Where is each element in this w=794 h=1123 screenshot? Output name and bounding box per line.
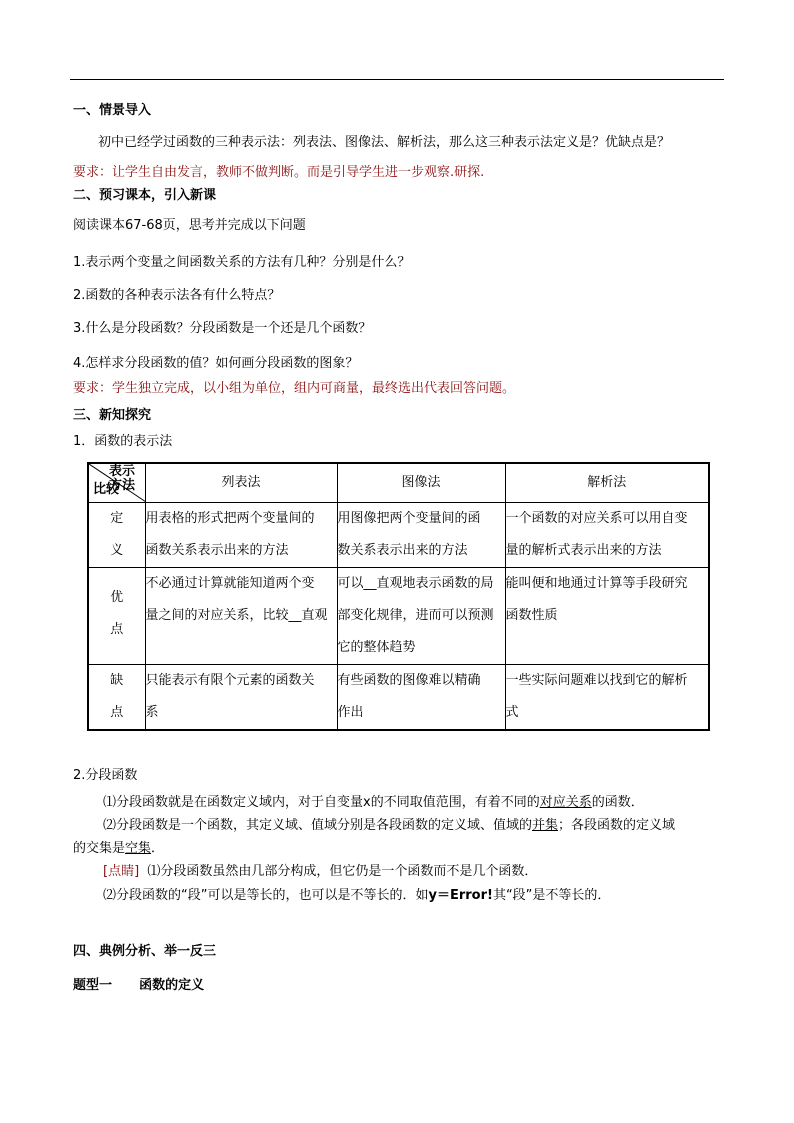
cell-line: 用表格的形式把两个变量间的 [145, 511, 315, 526]
cell-line: 函数关系表示出来的方法 [145, 543, 289, 558]
column-header: 列表法 [145, 463, 337, 503]
text-span: 的交集是 [73, 841, 126, 856]
underlined-term: 对应关系 [539, 795, 592, 810]
section2-requirement: 要求：学生独立完成，以小组为单位，组内可商量，最终选出代表回答问题。 [73, 381, 516, 396]
corner-top-label: 表示方法 [109, 464, 136, 493]
section1-requirement: 要求：让学生自由发言，教师不做判断。而是引导学生进一步观察.研探. [73, 165, 485, 180]
subheading-representation: 1．函数的表示法 [73, 434, 173, 449]
cell-line: 量的解析式表示出来的方法 [505, 543, 662, 558]
row-label [88, 568, 145, 665]
row-label-line: 优 [110, 590, 124, 605]
comparison-table [87, 462, 710, 731]
cell-line: 有些函数的图像难以精确 [337, 673, 481, 688]
cell-line: 一些实际问题难以找到它的解析 [505, 673, 688, 688]
text-span: 其“段”是不等长的． [492, 888, 611, 903]
cell-line: 部变化规律，进而可以预测 [337, 608, 494, 623]
table-cell [337, 665, 505, 731]
table-cell [145, 665, 337, 731]
row-label-line: 定 [110, 511, 124, 526]
text-span: ⑵分段函数是一个函数，其定义域、值域分别是各段函数的定义域、值域的 [103, 818, 533, 833]
text-span: ；各段函数的定义域 [558, 818, 676, 833]
row-label-line: 点 [110, 705, 124, 720]
type-title: 函数的定义 [139, 978, 205, 993]
table-row [88, 503, 709, 568]
cell-line: 用图像把两个变量间的函 [337, 511, 481, 526]
cell-line: 一个函数的对应关系可以用自变 [505, 511, 688, 526]
cell-line: 只能表示有限个元素的函数关 [145, 673, 315, 688]
question-1: 1.表示两个变量之间函数关系的方法有几种？分别是什么？ [73, 255, 411, 270]
section2-intro: 阅读课本67-68页，思考并完成以下问题 [73, 218, 306, 233]
cell-line: 不必通过计算就能知道两个变 [145, 576, 315, 591]
formula-error: y＝Error! [428, 888, 493, 903]
piecewise-para-1 [103, 794, 644, 812]
question-2: 2.函数的各种表示法各有什么特点？ [73, 288, 281, 303]
row-label-line: 缺 [110, 673, 124, 688]
table-header-row [88, 463, 709, 503]
column-header: 解析法 [505, 463, 709, 503]
cell-line: 它的整体趋势 [337, 640, 416, 655]
tip-label: [点睛] [103, 864, 140, 879]
table-cell [505, 568, 709, 665]
section1-body: 初中已经学过函数的三种表示法：列表法、图像法、解析法，那么这三种表示法定义是？优缺点是？ [98, 135, 671, 150]
subheading-piecewise: 2.分段函数 [73, 768, 138, 783]
row-label-line: 点 [110, 622, 124, 637]
header-rule [70, 79, 724, 80]
cell-line: 数关系表示出来的方法 [337, 543, 468, 558]
table-row [88, 568, 709, 665]
table-cell [505, 665, 709, 731]
table-cell [505, 503, 709, 568]
table-cell [145, 503, 337, 568]
table-row [88, 665, 709, 731]
question-3: 3.什么是分段函数？分段函数是一个还是几个函数？ [73, 321, 372, 336]
row-label [88, 665, 145, 731]
type-heading [73, 977, 204, 995]
question-4: 4.怎样求分段函数的值？如何画分段函数的图象？ [73, 356, 359, 371]
corner-bottom-label: 比较 [93, 482, 120, 497]
text-span: ⑴分段函数虽然由几部分构成，但它仍是一个函数而不是几个函数． [147, 864, 538, 879]
text-span: ． [151, 841, 165, 856]
tip-line-1 [103, 863, 537, 881]
text-span: 的函数． [591, 795, 644, 810]
section1-heading: 一、情景导入 [73, 103, 152, 118]
type-label: 题型一 [73, 978, 113, 993]
cell-line: 量之间的对应关系，比较__直观 [145, 608, 328, 623]
section3-heading: 三、新知探究 [73, 408, 152, 423]
cell-line: 函数性质 [505, 608, 558, 623]
table-cell [145, 568, 337, 665]
underlined-term: 并集 [532, 818, 559, 833]
text-span: ⑵分段函数的“段”可以是等长的，也可以是不等长的．如 [103, 888, 429, 903]
cell-line: 作出 [337, 705, 364, 720]
section2-heading: 二、预习课本，引入新课 [73, 188, 217, 203]
cell-line: 式 [505, 705, 519, 720]
table-cell [337, 503, 505, 568]
cell-line: 系 [145, 705, 159, 720]
row-label-line: 义 [110, 543, 124, 558]
text-span: ⑴分段函数就是在函数定义域内，对于自变量x的不同取值范围，有着不同的 [103, 795, 540, 810]
cell-line: 可以__直观地表示函数的局 [337, 576, 494, 591]
column-header: 图像法 [337, 463, 505, 503]
table-cell [337, 568, 505, 665]
section4-heading: 四、典例分析、举一反三 [73, 944, 217, 959]
piecewise-para-2 [103, 817, 675, 835]
cell-line: 能叫便和地通过计算等手段研究 [505, 576, 688, 591]
tip-line-2 [103, 887, 610, 905]
piecewise-para-2-cont [73, 840, 164, 858]
underlined-term: 空集 [125, 841, 152, 856]
table-corner-cell [88, 463, 145, 503]
row-label [88, 503, 145, 568]
